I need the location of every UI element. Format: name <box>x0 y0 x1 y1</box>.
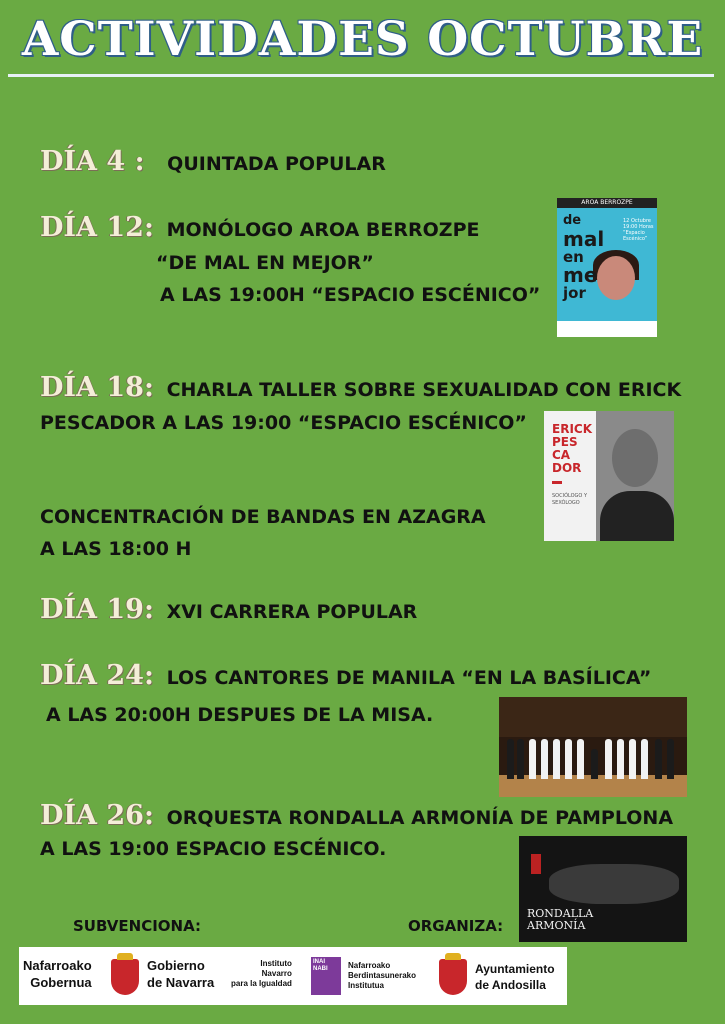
photo-band <box>549 864 679 904</box>
poster-dash <box>552 481 562 484</box>
poster-footer <box>557 321 657 337</box>
logo-text: Instituto <box>260 959 292 968</box>
title-underline <box>8 74 714 77</box>
poster-name <box>552 423 592 475</box>
ayuntamiento-andosilla-logo <box>475 961 555 993</box>
singer <box>553 739 560 779</box>
singer <box>667 739 674 779</box>
event-text: QUINTADA POPULAR <box>167 153 386 175</box>
organiza-label: ORGANIZA: <box>408 917 504 935</box>
singer <box>641 739 648 779</box>
poster-subtitle-part: SOCIÓLOGO Y <box>552 493 588 499</box>
poster-head <box>612 429 658 487</box>
subvenciona-label: SUBVENCIONA: <box>73 917 201 935</box>
logo-text: Institutua <box>348 981 384 990</box>
singer <box>541 739 548 779</box>
page-title: ACTIVIDADES OCTUBRE <box>21 12 704 67</box>
logo-text: Nafarroako <box>348 961 391 970</box>
singer <box>577 739 584 779</box>
singer <box>565 739 572 779</box>
sponsor-logos <box>19 947 567 1005</box>
andosilla-shield-icon <box>439 959 467 995</box>
aroa-berrozpe-poster <box>557 198 657 337</box>
day-label: DÍA 19: <box>40 594 154 625</box>
singer <box>655 739 662 779</box>
day-label: DÍA 18: <box>40 372 154 403</box>
event-day-26 <box>40 802 673 829</box>
day-label: DÍA 24: <box>40 660 154 691</box>
logo-text: Navarro <box>261 969 292 978</box>
event-text-line: A LAS 19:00 ESPACIO ESCÉNICO. <box>40 838 387 860</box>
instituto-igualdad-logo <box>231 959 292 989</box>
poster-subtitle <box>552 493 587 507</box>
poster-title-part: de <box>563 213 582 228</box>
singer <box>517 739 524 779</box>
poster-subtitle-part: SEXÓLOGO <box>552 500 580 506</box>
event-text-line: PESCADOR A LAS 19:00 “ESPACIO ESCÉNICO” <box>40 412 527 434</box>
poster-title <box>563 212 604 302</box>
inai-nabi-icon <box>311 957 341 995</box>
photo-flag <box>531 854 541 874</box>
event-text-line: A LAS 19:00H “ESPACIO ESCÉNICO” <box>160 284 541 306</box>
poster-name-part: PES <box>552 435 578 449</box>
event-text: LOS CANTORES DE MANILA “EN LA BASÍLICA” <box>166 667 652 689</box>
singer <box>507 739 514 779</box>
event-text-line: CONCENTRACIÓN DE BANDAS EN AZAGRA <box>40 506 486 528</box>
rondalla-name-part: RONDALLA <box>527 907 594 920</box>
photo-wall <box>499 697 687 737</box>
nafarroako-gobernua-logo <box>23 957 92 991</box>
poster-body <box>600 491 674 541</box>
event-text: CHARLA TALLER SOBRE SEXUALIDAD CON ERICK <box>166 379 682 401</box>
day-label: DÍA 4 : <box>40 146 145 177</box>
crown-icon <box>445 953 461 960</box>
event-text: XVI CARRERA POPULAR <box>166 601 418 623</box>
poster-title-part: mal <box>563 227 605 251</box>
event-day-19 <box>40 596 417 623</box>
event-day-24 <box>40 662 651 689</box>
logo-text: NABI <box>313 966 328 972</box>
event-text-line: “DE MAL EN MEJOR” <box>156 252 374 274</box>
berdintasunerako-logo <box>348 961 416 991</box>
event-day-12 <box>40 214 479 241</box>
day-label: DÍA 12: <box>40 212 154 243</box>
logo-text: Nafarroako <box>23 958 92 973</box>
event-text-line: A LAS 20:00H DESPUES DE LA MISA. <box>46 704 434 726</box>
crown-icon <box>117 953 133 960</box>
poster-info: 12 Octubre 19:00 Horas “Espacio Escénico” <box>623 218 654 242</box>
poster-title-part: jor <box>563 284 586 302</box>
singer <box>629 739 636 779</box>
choir-photo <box>499 697 687 797</box>
erick-pescador-poster <box>544 411 674 541</box>
rondalla-photo <box>519 836 687 942</box>
event-day-18 <box>40 374 681 401</box>
day-label: DÍA 26: <box>40 800 154 831</box>
logo-text: Berdintasunerako <box>348 971 417 980</box>
poster-name-part: DOR <box>552 461 582 475</box>
logo-text: Ayuntamiento <box>475 962 555 976</box>
poster-header: AROA BERROZPE <box>557 198 657 208</box>
event-text-line: A LAS 18:00 H <box>40 538 192 560</box>
event-day-4 <box>40 148 386 175</box>
poster-title-part: en <box>563 248 584 266</box>
event-text: MONÓLOGO AROA BERROZPE <box>166 219 480 241</box>
poster-title-part: me <box>563 263 598 287</box>
logo-text: Gobernua <box>30 975 92 990</box>
logo-text: de Navarra <box>147 975 215 990</box>
event-text: ORQUESTA RONDALLA ARMONÍA DE PAMPLONA <box>166 807 674 829</box>
gobierno-navarra-logo <box>147 957 214 991</box>
poster-name-part: ERICK <box>552 422 593 436</box>
singer <box>617 739 624 779</box>
singer <box>605 739 612 779</box>
navarra-shield-icon <box>111 959 139 995</box>
logo-text: para la Igualdad <box>231 979 292 988</box>
rondalla-name <box>527 908 593 932</box>
logo-text: Gobierno <box>147 958 205 973</box>
rondalla-name-part: ARMONÍA <box>527 919 586 932</box>
logo-text: de Andosilla <box>475 978 546 992</box>
singer <box>591 749 598 779</box>
logo-text: INAI <box>313 959 325 965</box>
singer <box>529 739 536 779</box>
poster-name-part: CA <box>552 448 571 462</box>
